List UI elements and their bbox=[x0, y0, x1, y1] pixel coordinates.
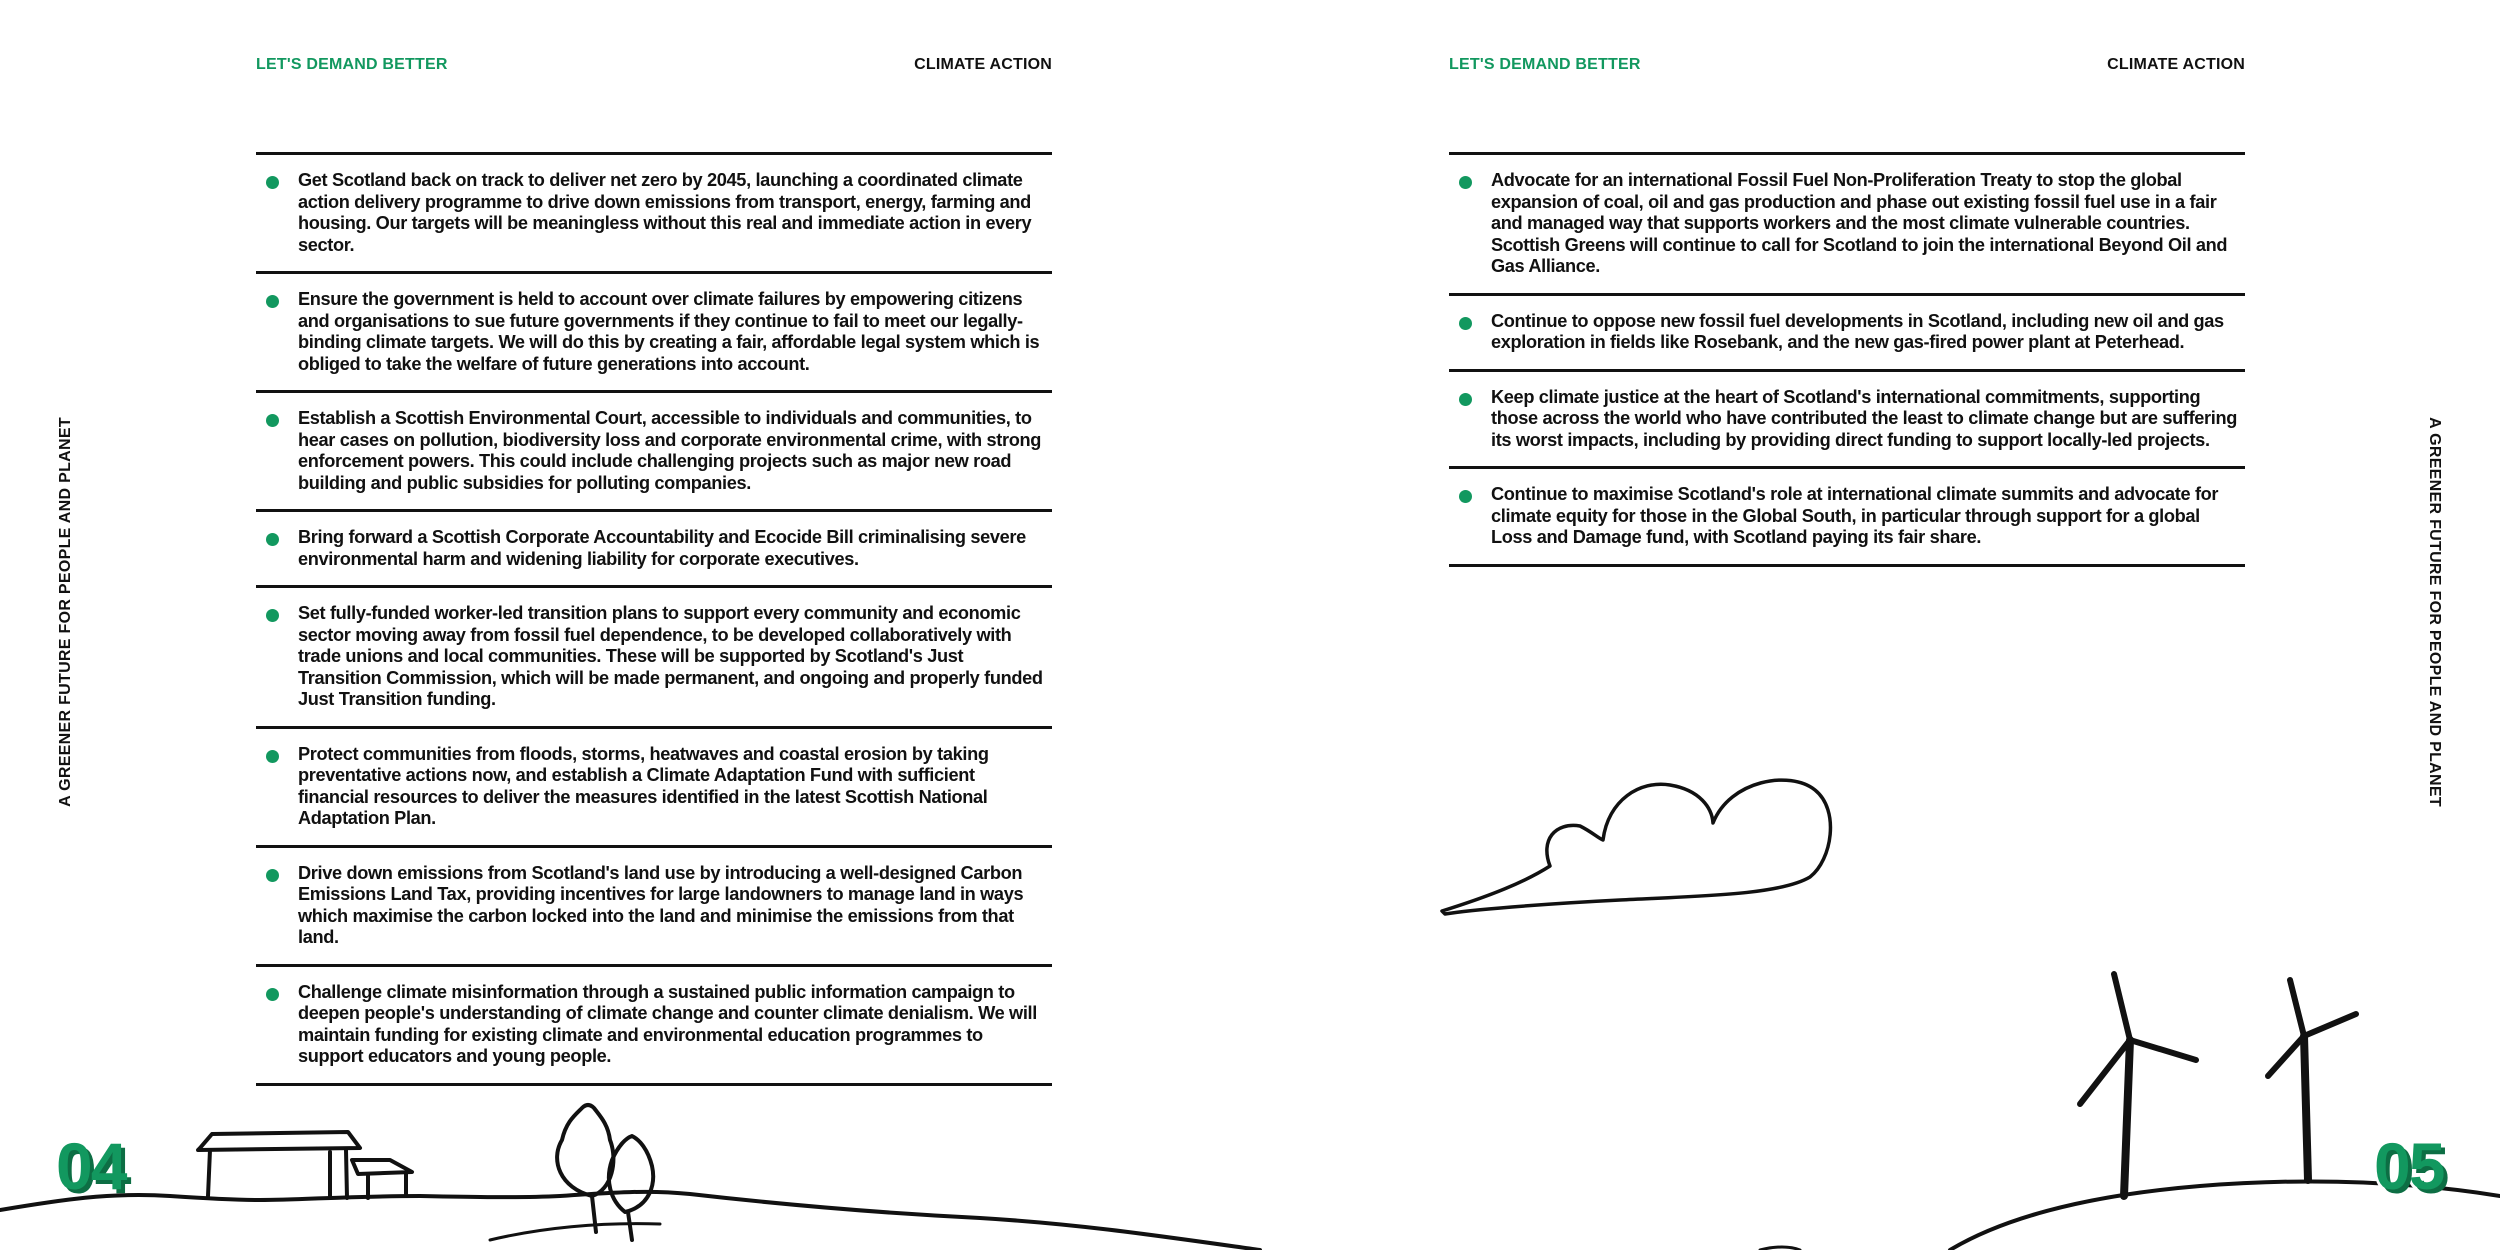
list-item-text: Ensure the government is held to account over climate failures by empowering citizens and organisations to sue future governments if they continue to fail to meet our legally-binding climate targets. We will do this by creating a fair, affordable legal system which is obliged to take the welfare of future generations into account. bbox=[298, 289, 1040, 374]
tree-icon bbox=[557, 1105, 653, 1240]
list-item-text: Get Scotland back on track to deliver net zero by 2045, launching a coordinated climate action delivery programme to drive down emissions from transport, energy, farming and housing. Our targets will be meaningless without this real and immediate action in every sector. bbox=[298, 170, 1032, 255]
left-side-text: A GREENER FUTURE FOR PEOPLE AND PLANET bbox=[57, 417, 74, 807]
list-item-text: Establish a Scottish Environmental Court, accessible to individuals and communities, to hear cases on pollution, biodiversity loss and corporate environmental crime, with strong enforcement powers. This could include challenging projects such as major new road building and public subsidies for polluting companies. bbox=[298, 408, 1042, 493]
left-page-number: 04 bbox=[56, 1129, 126, 1203]
list-item-text: Advocate for an international Fossil Fuel Non-Proliferation Treaty to stop the global expansion of coal, oil and gas production and phase out existing fossil fuel use in a fair and managed way that supports workers and the most climate vulnerable countries. Scottish Greens will continue to call for Scotland to join the international Beyond Oil and Gas Alliance. bbox=[1491, 170, 2228, 276]
list-item-text: Set fully-funded worker-led transition plans to support every community and economic sector moving away from fossil fuel dependence, to be developed collaboratively with trade unions and local communities. These will be supported by Scotland's Just Transition Commission, which will be made permanent, and ongoing and properly funded Just Transition funding. bbox=[298, 603, 1043, 709]
barn-icon bbox=[198, 1132, 412, 1198]
right-header-section: CLIMATE ACTION bbox=[2107, 56, 2245, 73]
list-item-text: Keep climate justice at the heart of Scotland's international commitments, supporting those across the world who have contributed the least to climate change but are suffering its worst impacts, including by providing direct funding to support locally-led projects. bbox=[1491, 386, 2238, 450]
cloud-icon bbox=[1442, 780, 1830, 914]
right-page-number: 05 bbox=[2374, 1129, 2444, 1203]
left-header-section: CLIMATE ACTION bbox=[914, 56, 1052, 73]
wind-turbine-icon bbox=[2080, 974, 2196, 1196]
list-item-text: Challenge climate misinformation through a sustained public information campaign to deepen people's understanding of climate change and counter climate denialism. We will maintain funding for existing climate and environmental education programmes to support educators and young people. bbox=[298, 981, 1037, 1066]
list-item-text: Continue to oppose new fossil fuel developments in Scotland, including new oil and gas exploration in fields like Rosebank, and the new gas-fired power plant at Peterhead. bbox=[1491, 310, 2224, 352]
list-item-text: Protect communities from floods, storms, heatwaves and coastal erosion by taking preventative actions now, and establish a Climate Adaptation Fund with sufficient financial resources to deliver the measures identified in the latest Scottish National Adaptation Plan. bbox=[298, 743, 989, 828]
wind-turbine-icon bbox=[2268, 980, 2356, 1180]
list-item-text: Drive down emissions from Scotland's land use by introducing a well-designed Carbon Emissions Land Tax, providing incentives for large landowners to manage land in ways which maximise the carbon locked into the land and minimise the emissions from that land. bbox=[298, 862, 1024, 947]
left-header-title: LET'S DEMAND BETTER bbox=[256, 56, 448, 73]
right-side-text: A GREENER FUTURE FOR PEOPLE AND PLANET bbox=[2426, 417, 2443, 807]
right-header-title: LET'S DEMAND BETTER bbox=[1449, 56, 1641, 73]
list-item-text: Continue to maximise Scotland's role at international climate summits and advocate for climate equity for those in the Global South, in particular through support for a global Loss and Damage fund, with Scotland paying its fair share. bbox=[1491, 484, 2219, 547]
list-item-text: Bring forward a Scottish Corporate Accountability and Ecocide Bill criminalising severe environmental harm and widening liability for corporate executives. bbox=[298, 527, 1026, 569]
